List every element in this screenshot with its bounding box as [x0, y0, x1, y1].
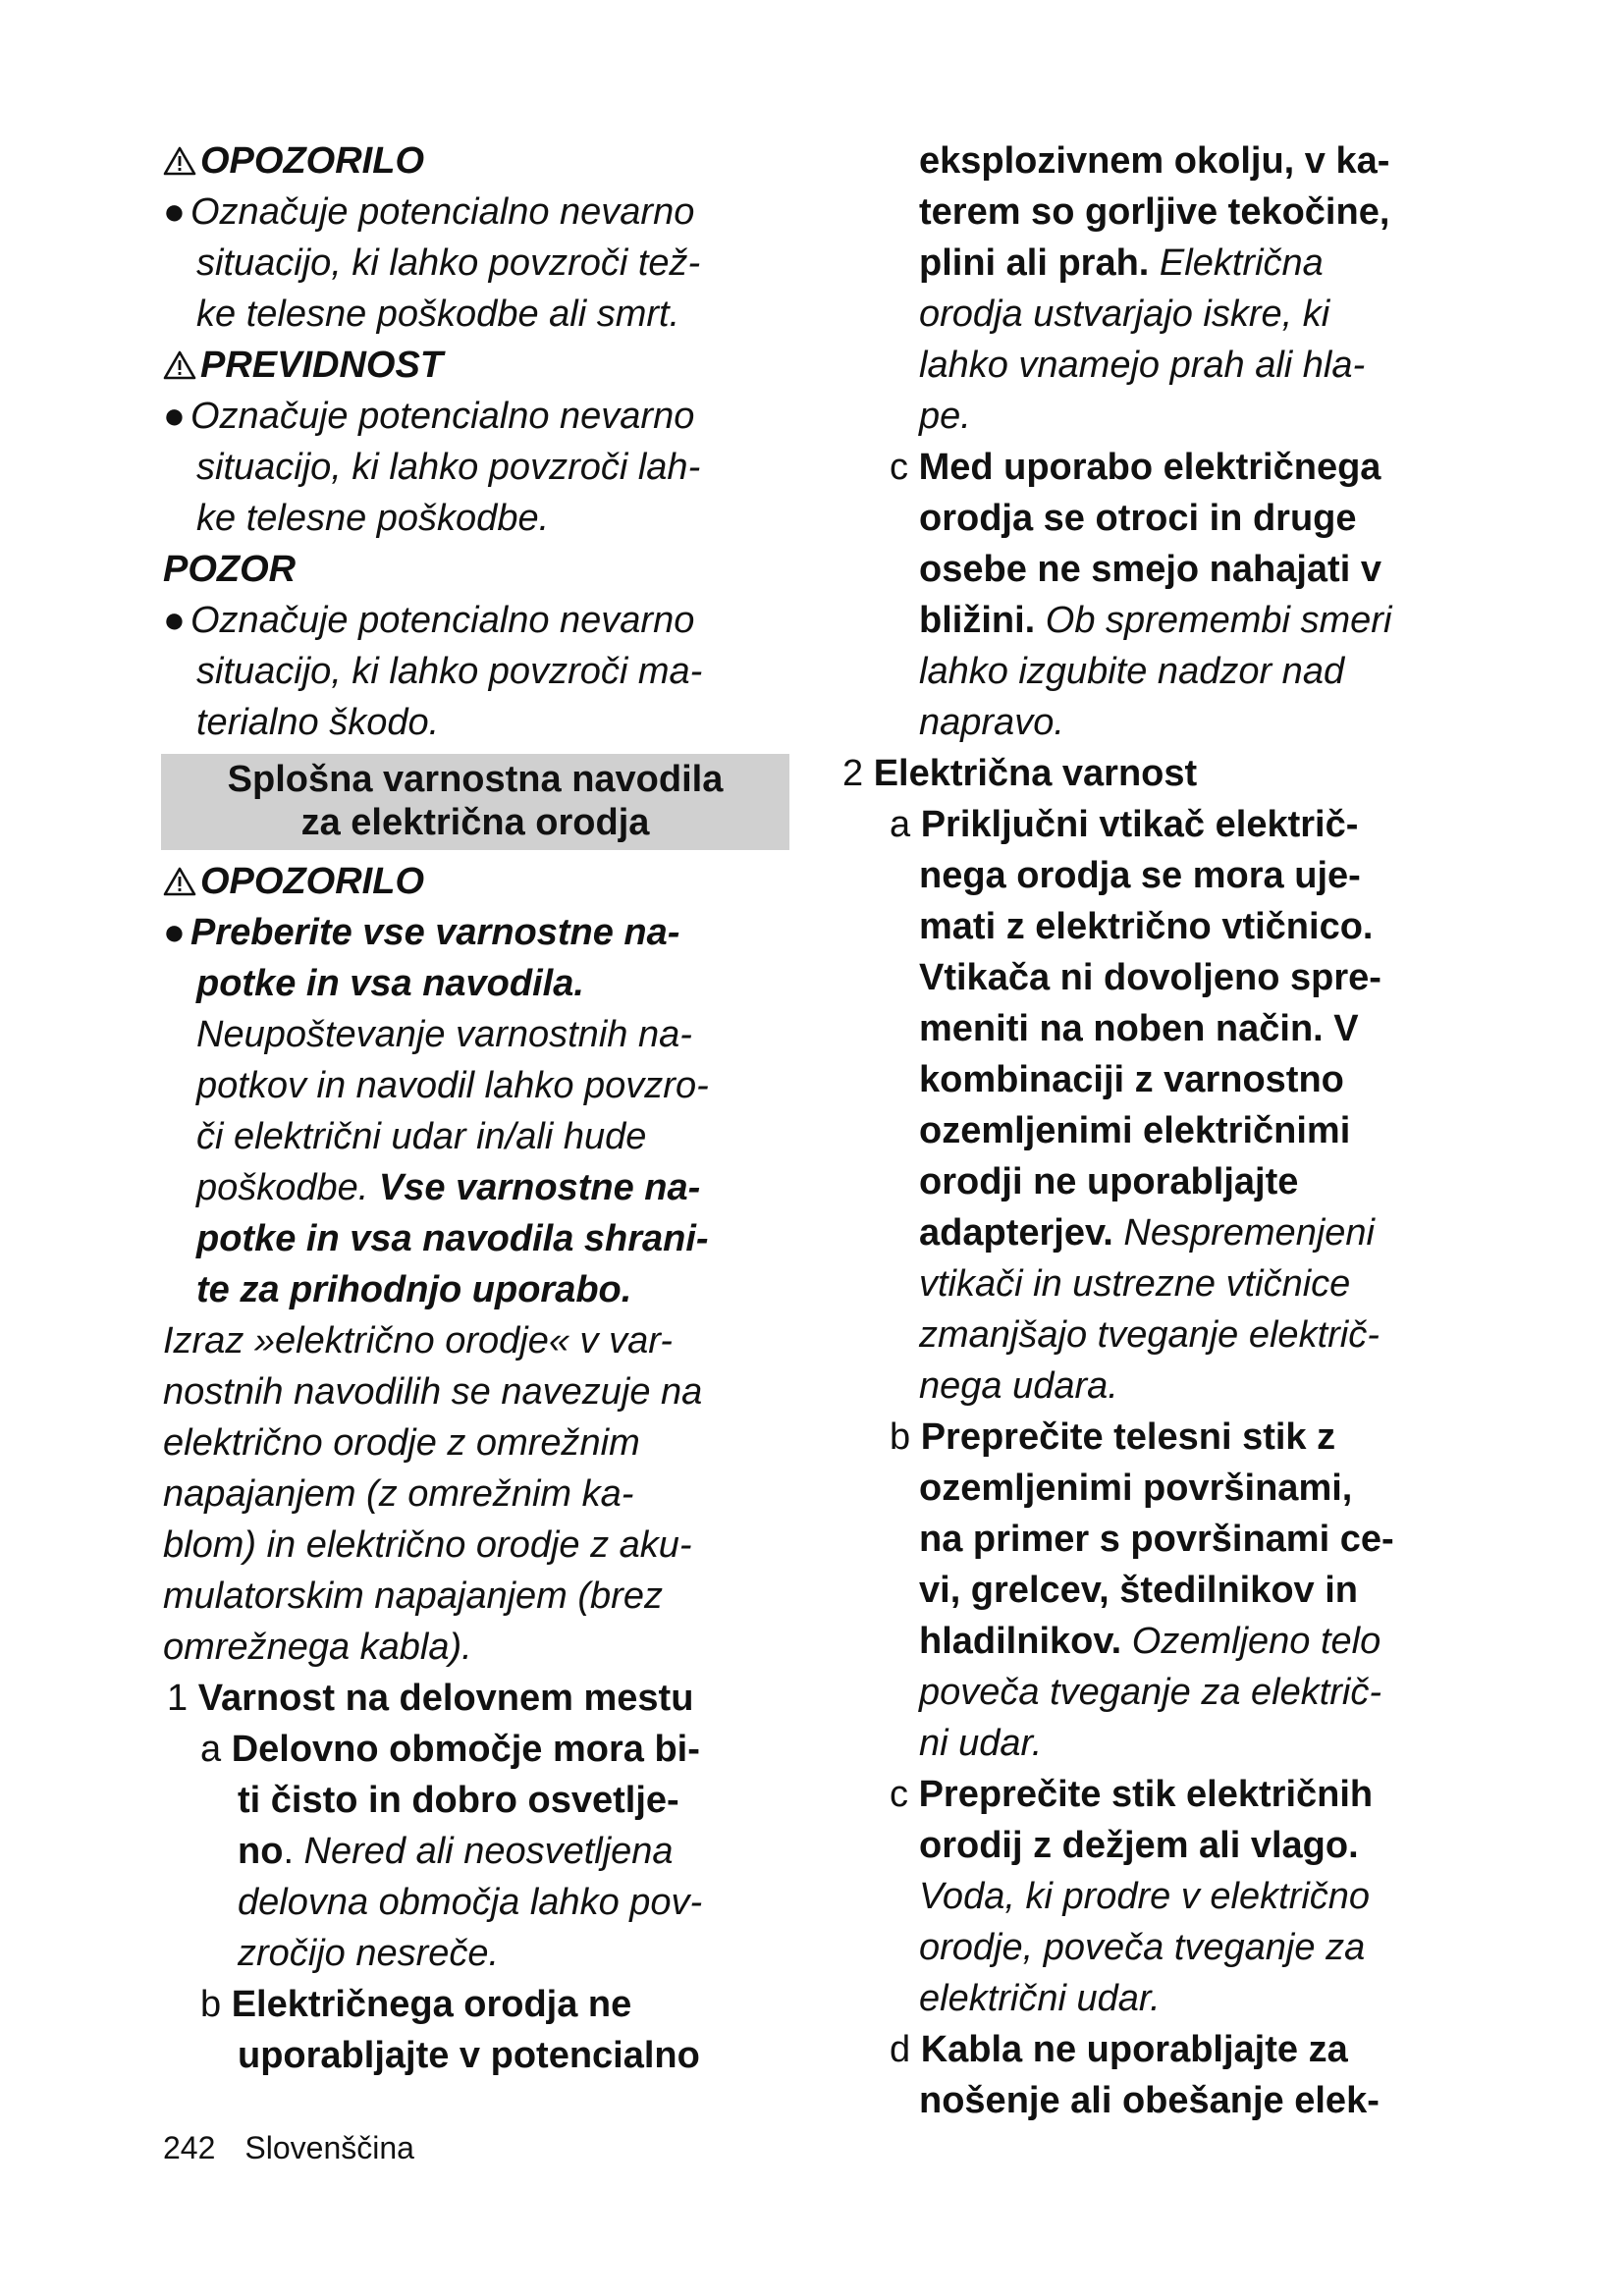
item-1b-line: orodja ustvarjajo iskre, ki: [919, 294, 1330, 335]
item-2b-line: vi, grelcev, štedilnikov in: [919, 1570, 1359, 1611]
term-definition-line: omrežnega kabla).: [163, 1627, 472, 1668]
item-1b: b Električnega orodja ne: [200, 1984, 632, 2025]
caution-text-line: situacijo, ki lahko povzroči lah-: [196, 447, 701, 488]
read-instructions-line: potke in vsa navodila.: [196, 963, 584, 1004]
page-footer: [163, 2128, 444, 2167]
term-definition-line: Izraz »električno orodje« v var-: [163, 1320, 673, 1362]
term-definition-line: napajanjem (z omrežnim ka-: [163, 1473, 634, 1515]
left-column: [163, 135, 791, 2081]
item-2c-line: Voda, ki prodre v električno: [919, 1876, 1371, 1917]
term-definition-line: blom) in električno orodje z aku-: [163, 1524, 692, 1566]
section-2-heading: 2 Električna varnost: [842, 753, 1198, 794]
item-2b-line: na primer s površinami ce-: [919, 1519, 1394, 1560]
caution-heading: PREVIDNOST: [163, 340, 791, 391]
item-2c-line: orodij z dežjem ali vlago.: [919, 1825, 1359, 1866]
warning-heading: OPOZORILO: [163, 856, 791, 907]
item-1b-line: eksplozivnem okolju, v ka-: [919, 140, 1390, 182]
term-definition-line: mulatorskim napajanjem (brez: [163, 1575, 663, 1617]
item-2a-line: mati z električno vtičnico.: [919, 906, 1374, 947]
item-1b-line: uporabljajte v potencialno: [238, 2035, 700, 2076]
item-1c: c Med uporabo električnega: [890, 447, 1381, 488]
item-1a-line: ti čisto in dobro osvetlje-: [238, 1780, 679, 1821]
item-1a-line: delovna območja lahko pov-: [238, 1882, 703, 1923]
item-1c-line: napravo.: [919, 702, 1064, 743]
item-2b: b Preprečite telesni stik z: [890, 1416, 1336, 1458]
item-1c-line: lahko izgubite nadzor nad: [919, 651, 1345, 692]
notice-text-line: ● Označuje potencialno nevarno: [163, 595, 791, 646]
keep-instructions-line: potke in vsa navodila shrani-: [196, 1218, 709, 1259]
item-2d-line: nošenje ali obešanje elek-: [919, 2080, 1380, 2121]
item-2a-line: kombinaciji z varnostno: [919, 1059, 1344, 1100]
item-1b-line: plini ali prah. Električna: [919, 242, 1324, 284]
warning-triangle-icon: [163, 866, 198, 897]
right-column: [842, 135, 1490, 2126]
page-language: Slovenščina: [244, 2130, 414, 2165]
item-2a: a Priključni vtikač električ-: [890, 804, 1359, 845]
warning-text-line: situacijo, ki lahko povzroči tež-: [196, 242, 701, 284]
item-2d: d Kabla ne uporabljajte za: [890, 2029, 1348, 2070]
item-2a-line: meniti na noben način. V: [919, 1008, 1359, 1049]
warning-heading: OPOZORILO: [163, 135, 791, 187]
item-2b-line: poveča tveganje za električ-: [919, 1672, 1382, 1713]
item-2c-line: električni udar.: [919, 1978, 1161, 2019]
warning-triangle-icon: [163, 145, 198, 177]
notice-text-line: terialno škodo.: [196, 702, 440, 743]
item-2a-line: ozemljenimi električnimi: [919, 1110, 1351, 1151]
item-2a-line: Vtikača ni dovoljeno spre-: [919, 957, 1381, 998]
item-2a-line: vtikači in ustrezne vtičnice: [919, 1263, 1351, 1305]
page-number: 242: [163, 2130, 216, 2165]
consequence-line: poškodbe. Vse varnostne na-: [196, 1167, 701, 1208]
warning-triangle-icon: [163, 349, 198, 381]
banner-line: za električna orodja: [300, 802, 650, 843]
item-2c: c Preprečite stik električnih: [890, 1774, 1374, 1815]
item-1b-line: terem so gorljive tekočine,: [919, 191, 1390, 233]
item-2a-line: nega orodja se mora uje-: [919, 855, 1361, 896]
section-banner: [161, 754, 789, 850]
item-1c-line: osebe ne smejo nahajati v: [919, 549, 1381, 590]
section-1-heading: 1 Varnost na delovnem mestu: [167, 1678, 694, 1719]
item-2c-line: orodje, poveča tveganje za: [919, 1927, 1366, 1968]
warning-text-line: ke telesne poškodbe ali smrt.: [196, 294, 680, 335]
warning-text-line: ● Označuje potencialno nevarno: [163, 187, 791, 238]
item-2b-line: hladilnikov. Ozemljeno telo: [919, 1621, 1381, 1662]
item-1a-line: zročijo nesreče.: [238, 1933, 500, 1974]
item-1c-line: bližini. Ob spremembi smeri: [919, 600, 1392, 641]
term-definition-line: električno orodje z omrežnim: [163, 1422, 640, 1464]
bullet-icon: ●: [163, 191, 186, 233]
item-2a-line: nega udara.: [919, 1365, 1118, 1407]
item-1b-line: lahko vnamejo prah ali hla-: [919, 345, 1366, 386]
consequence-line: Neupoštevanje varnostnih na-: [196, 1014, 692, 1055]
caution-text-line: ke telesne poškodbe.: [196, 498, 550, 539]
item-1b-line: pe.: [919, 396, 971, 437]
term-definition-line: nostnih navodilih se navezuje na: [163, 1371, 703, 1413]
caution-text-line: ● Označuje potencialno nevarno: [163, 391, 791, 442]
item-2b-line: ni udar.: [919, 1723, 1043, 1764]
item-2a-line: adapterjev. Nespremenjeni: [919, 1212, 1375, 1254]
item-2a-line: orodji ne uporabljajte: [919, 1161, 1299, 1202]
item-1a: a Delovno območje mora bi-: [200, 1729, 700, 1770]
item-1c-line: orodja se otroci in druge: [919, 498, 1357, 539]
item-1a-line: no. Nered ali neosvetljena: [238, 1831, 674, 1872]
bullet-icon: ●: [163, 396, 186, 437]
read-instructions-line: ● Preberite vse varnostne na-: [163, 907, 791, 958]
item-2a-line: zmanjšajo tveganje električ-: [919, 1314, 1380, 1356]
notice-heading: POZOR: [163, 549, 297, 590]
keep-instructions-line: te za prihodnjo uporabo.: [196, 1269, 632, 1310]
consequence-line: potkov in navodil lahko povzro-: [196, 1065, 709, 1106]
bullet-icon: ●: [163, 912, 186, 953]
item-2b-line: ozemljenimi površinami,: [919, 1468, 1353, 1509]
notice-text-line: situacijo, ki lahko povzroči ma-: [196, 651, 703, 692]
bullet-icon: ●: [163, 600, 186, 641]
banner-line: Splošna varnostna navodila: [227, 759, 724, 800]
consequence-line: či električni udar in/ali hude: [196, 1116, 647, 1157]
